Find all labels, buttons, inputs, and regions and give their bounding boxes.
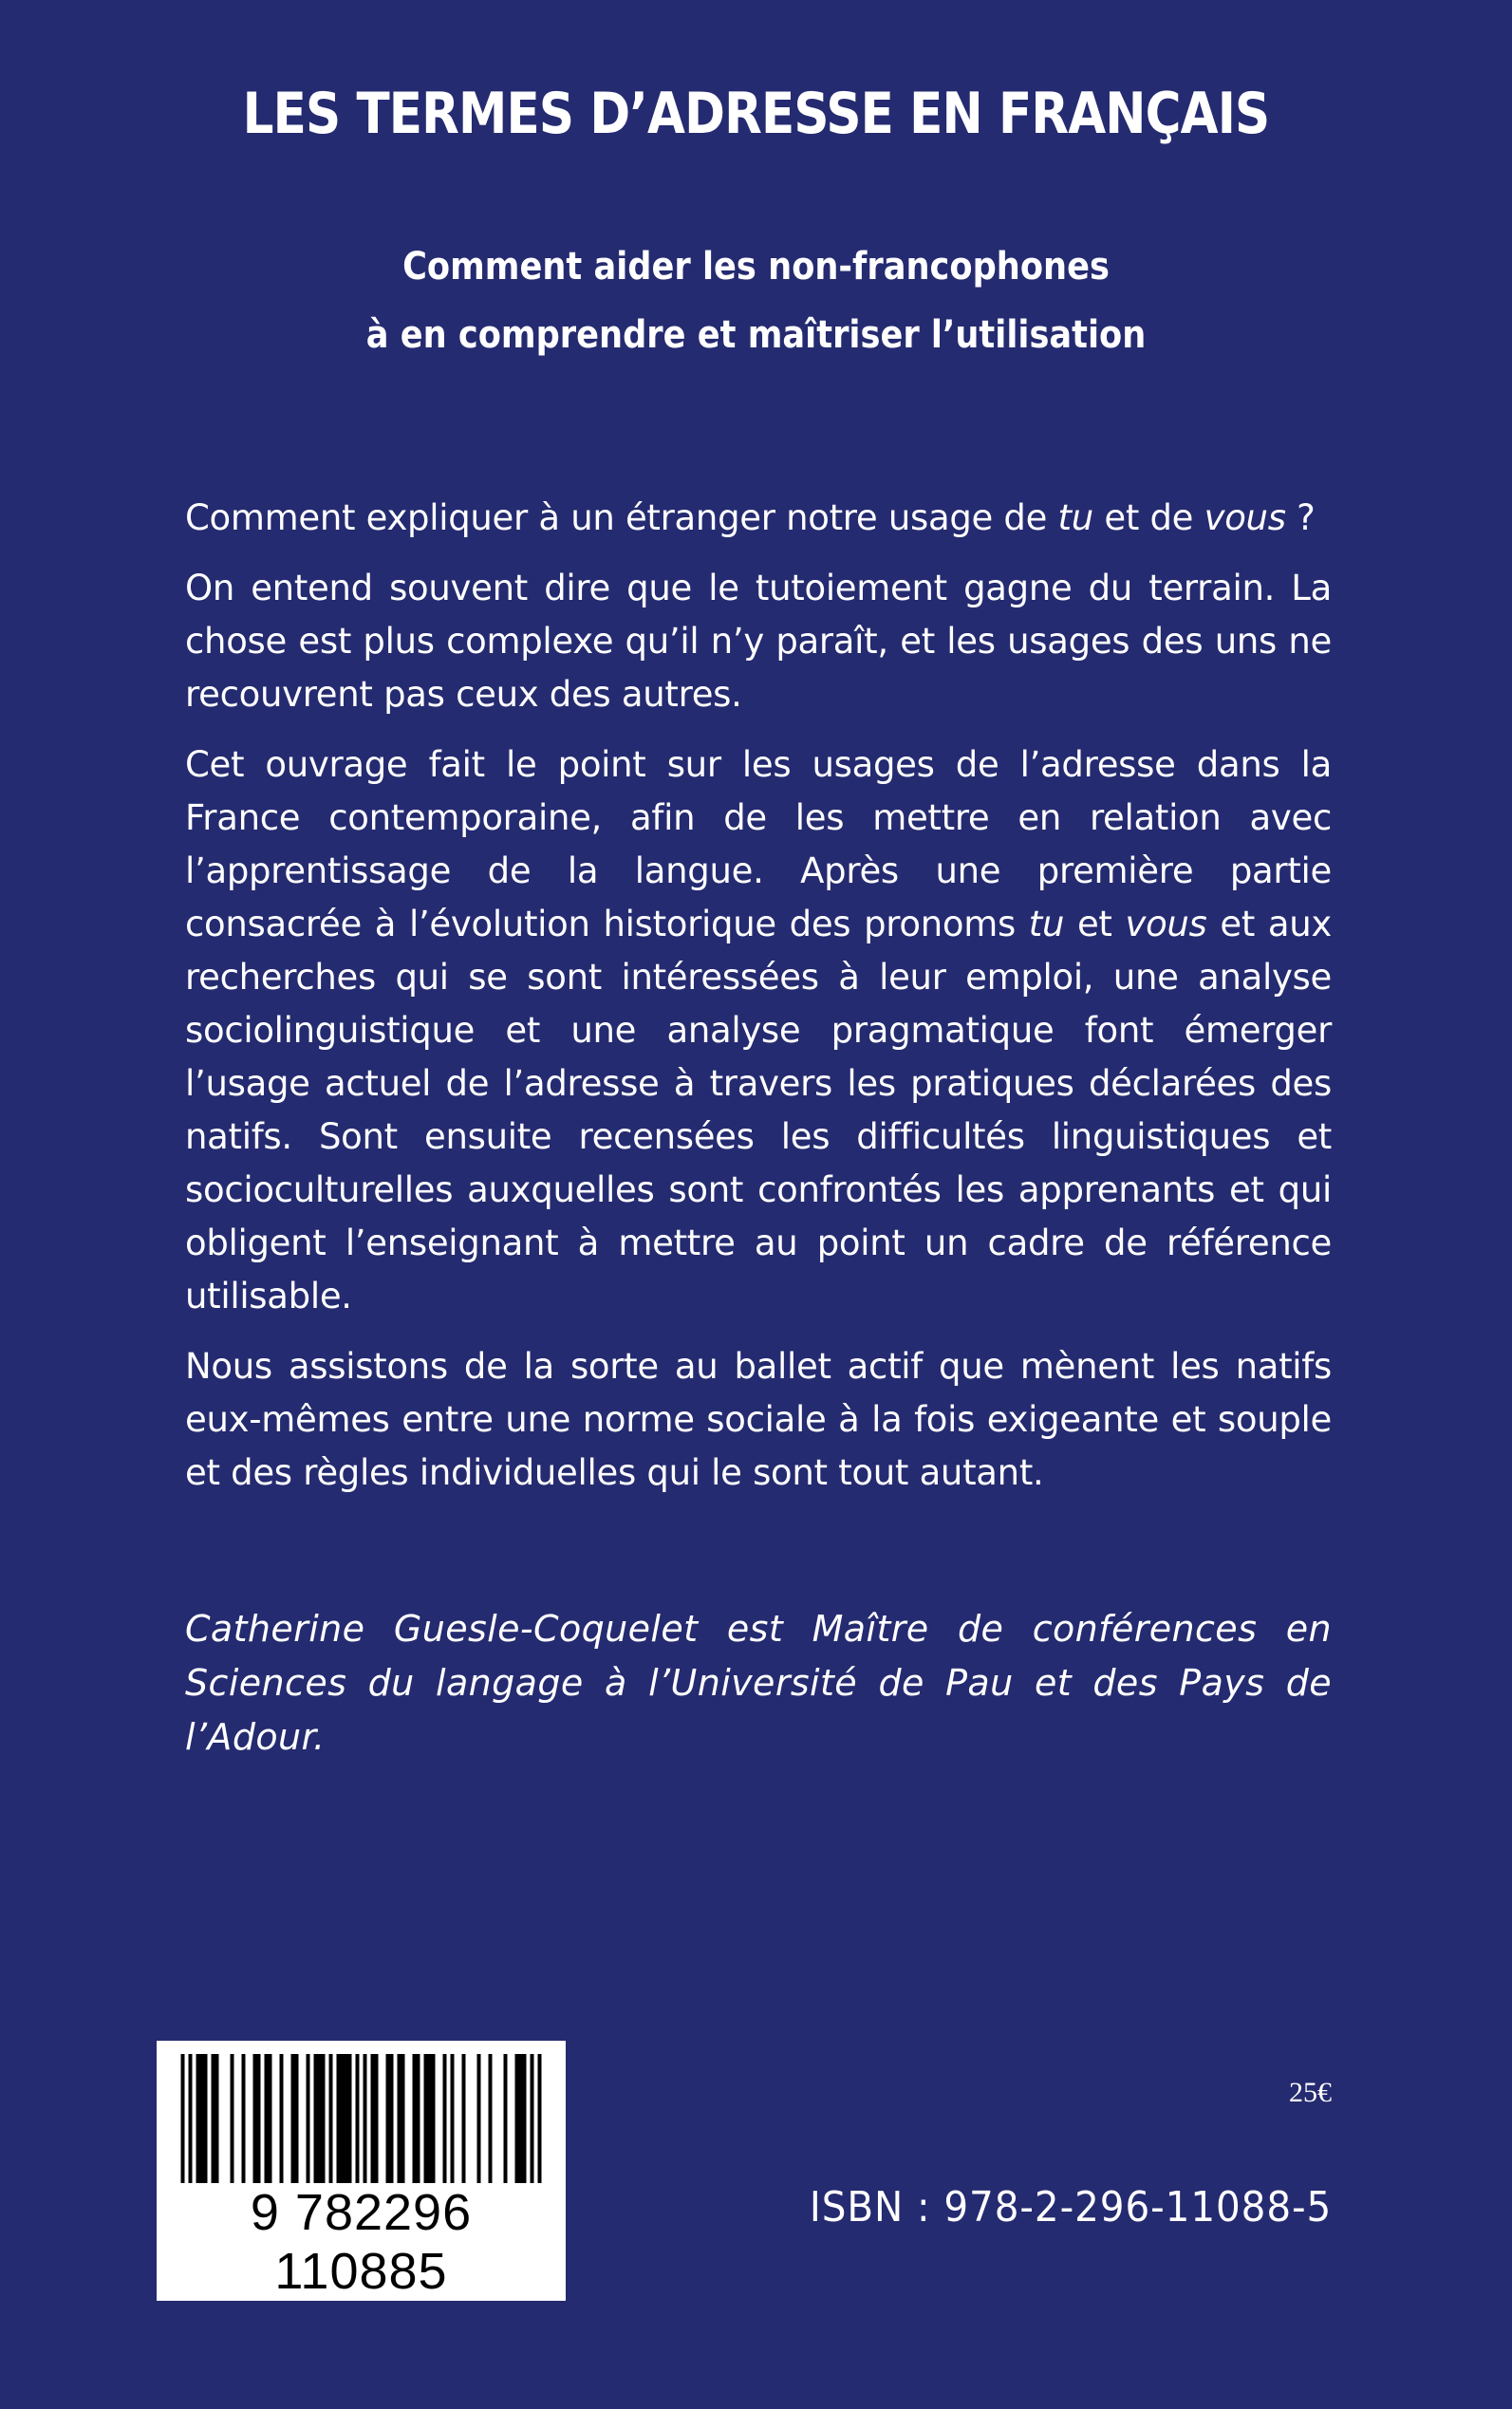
barcode-digits: 9 782296 110885 — [157, 2183, 566, 2301]
barcode-bar — [375, 2054, 379, 2187]
barcode-bar — [390, 2054, 394, 2187]
barcode-bar — [477, 2054, 481, 2187]
price: 25€ — [1289, 2077, 1332, 2108]
barcode-bar — [386, 2054, 390, 2187]
barcode-bar — [307, 2054, 310, 2187]
barcode-bar — [231, 2054, 234, 2187]
barcode-bar — [257, 2054, 261, 2187]
barcode-bar — [341, 2054, 345, 2187]
barcode-bar — [523, 2054, 527, 2187]
barcode-bar — [280, 2054, 284, 2187]
barcode-bar — [181, 2054, 185, 2187]
barcode-bar — [337, 2054, 341, 2187]
barcode-bar — [329, 2054, 333, 2187]
blurb-emphasis: tu — [1057, 497, 1093, 538]
blurb-paragraph-3 — [185, 738, 1332, 1323]
blurb-emphasis: tu — [1028, 904, 1065, 944]
barcode-bar — [196, 2054, 200, 2187]
barcode-bar — [443, 2054, 447, 2187]
barcode-bar — [200, 2054, 204, 2187]
barcode-bar — [531, 2054, 534, 2187]
barcode-bar — [322, 2054, 326, 2187]
barcode-bar — [265, 2054, 269, 2187]
blurb-emphasis: vous — [1125, 904, 1207, 944]
barcode-bar — [417, 2054, 420, 2187]
barcode-bar — [295, 2054, 299, 2187]
blurb-paragraph-2: On entend souvent dire que le tutoiement gagne du terrain. La chose est plus complexe qu’il n’y paraît, et les usages des uns ne recouvrent pas ceux des autres. — [185, 568, 1332, 715]
barcode-bar — [504, 2054, 508, 2187]
barcode-bar — [215, 2054, 219, 2187]
barcode-bar — [428, 2054, 432, 2187]
barcode-bar — [371, 2054, 375, 2187]
blurb-paragraph-1 — [185, 492, 1332, 545]
barcode-bar — [519, 2054, 523, 2187]
barcode-bar — [538, 2054, 542, 2187]
barcode-bar — [253, 2054, 257, 2187]
blurb-text: Cet ouvrage fait le point sur les usages de l’adresse dans la France contemporaine, afin de les mettre en relation avec l’apprentissage de la langue. Après une première partie consacrée à l’évolution historique des pronoms — [185, 744, 1332, 944]
barcode-bar — [269, 2054, 272, 2187]
blurb-text: et — [1064, 904, 1126, 944]
barcode-bar — [451, 2054, 455, 2187]
subtitle-line-1: Comment aider les non-francophones — [402, 245, 1110, 289]
barcode-bar — [348, 2054, 352, 2187]
book-title: LES TERMES D’ADRESSE EN FRANÇAIS — [242, 81, 1270, 147]
isbn-number: ISBN : 978-2-296-11088-5 — [809, 2183, 1332, 2232]
blurb-text: et aux recherches qui se sont intéressées à leur emploi, une analyse sociolinguistique et une analyse pragmatique font émerger l’usage actuel de l’adresse à travers les pratiques déclarées des natifs. Sont ensuite recensées les difficultés linguistiques et socioculturelles auxquelles sont confrontés les apprenants et qui obligent l’enseignant à mettre au point un cadre de référence utilisable. — [185, 904, 1332, 1317]
barcode-bar — [401, 2054, 405, 2187]
barcode-bar — [356, 2054, 360, 2187]
barcode-bar — [432, 2054, 436, 2187]
blurb-emphasis: vous — [1204, 497, 1286, 538]
barcode-bar — [318, 2054, 322, 2187]
blurb-text: Comment expliquer à un étranger notre usage de — [185, 497, 1058, 538]
barcode-bar — [242, 2054, 246, 2187]
blurb-text: ? — [1285, 497, 1316, 538]
barcode-bar — [345, 2054, 348, 2187]
barcode-bar — [489, 2054, 493, 2187]
blurb — [185, 492, 1332, 1517]
isbn-barcode — [157, 2041, 566, 2300]
subtitle-line-2: à en comprendre et maîtriser l’utilisation — [365, 313, 1147, 357]
blurb-text: et de — [1092, 497, 1204, 538]
barcode-bar — [204, 2054, 208, 2187]
barcode-bar — [364, 2054, 367, 2187]
barcode-bar — [515, 2054, 519, 2187]
book-subtitle — [91, 233, 1422, 369]
barcode-bars — [157, 2041, 566, 2193]
barcode-bar — [398, 2054, 401, 2187]
barcode-bar — [291, 2054, 295, 2187]
barcode-bar — [413, 2054, 417, 2187]
barcode-bar — [212, 2054, 215, 2187]
blurb-paragraph-4: Nous assistons de la sorte au ballet actif que mènent les natifs eux-mêmes entre une norme sociale à la fois exigeante et souple et des règles individuelles qui le sont tout autant. — [185, 1346, 1332, 1493]
barcode-bar — [314, 2054, 318, 2187]
barcode-bar — [462, 2054, 466, 2187]
barcode-bar — [189, 2054, 193, 2187]
author-note: Catherine Guesle-Coquelet est Maître de conférences en Sciences du langage à l’Université de Pau et des Pays de l’Adour. — [185, 1608, 1332, 1758]
barcode-bar — [424, 2054, 428, 2187]
